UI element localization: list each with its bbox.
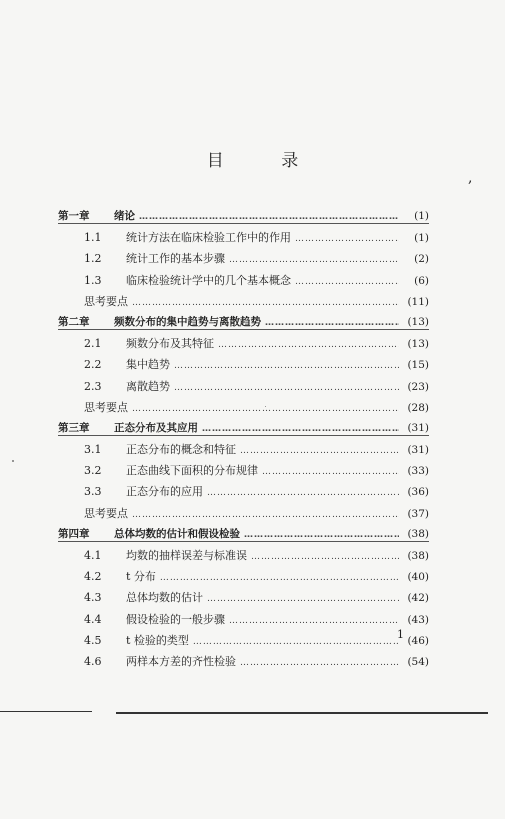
toc-entry-title: t 检验的类型 — [126, 633, 189, 647]
dot-leader — [132, 505, 399, 526]
toc-entry-page: (40) — [407, 571, 429, 584]
dot-leader — [207, 483, 399, 504]
toc-section-row — [58, 270, 429, 291]
dot-leader — [244, 525, 399, 546]
dot-leader — [139, 207, 399, 228]
toc-section-row — [58, 609, 429, 630]
toc-entry-title: 绪论 — [114, 210, 135, 222]
toc-entry-title: 思考要点 — [84, 400, 128, 414]
toc-entry-number: 4.4 — [84, 612, 102, 626]
toc-entry-title: 假设检验的一般步骤 — [126, 612, 225, 626]
toc-entry-page: (36) — [407, 486, 429, 499]
toc-entry-number: 2.3 — [84, 379, 102, 393]
toc-entry-number: 第三章 — [58, 421, 90, 434]
toc-entry-page: (15) — [407, 359, 429, 372]
toc-entry-page: (1) — [414, 210, 429, 222]
toc-entry-title: 频数分布及其特征 — [126, 337, 214, 351]
toc-entry-page: (31) — [407, 444, 429, 457]
dot-leader — [295, 229, 399, 250]
dot-leader — [229, 611, 399, 632]
toc-section-row — [58, 376, 429, 397]
toc-entry-title: 均数的抽样误差与标准误 — [126, 549, 247, 562]
toc-section-row — [58, 630, 429, 651]
toc-entry-page: (13) — [407, 338, 429, 351]
toc-entry-page: (43) — [407, 613, 429, 626]
toc-entry-page: (38) — [407, 550, 429, 562]
toc-entry-page: (2) — [414, 253, 429, 266]
toc-entry-number: 第一章 — [58, 210, 90, 222]
dot-leader — [218, 335, 399, 356]
page-number: 1 — [397, 628, 404, 641]
toc-section-row — [58, 566, 429, 587]
dot-leader — [193, 632, 399, 653]
toc-entry-number: 3.3 — [84, 485, 102, 499]
toc-section-row — [58, 248, 429, 269]
scan-speck — [12, 460, 14, 462]
chapter-rule — [58, 223, 429, 224]
page-title: 目 录 — [206, 151, 325, 171]
scan-line-left — [0, 711, 92, 712]
toc-entry-number: 3.2 — [84, 464, 102, 478]
toc-entry-number: 4.1 — [84, 549, 102, 562]
toc-section-row — [58, 439, 429, 460]
toc-entry-title: 频数分布的集中趋势与离散趋势 — [114, 315, 261, 328]
toc-entry-title: 正态分布的应用 — [126, 485, 203, 499]
toc-entry-number: 第四章 — [58, 527, 90, 540]
chapter-rule — [58, 541, 429, 542]
toc-entry-title: 集中趋势 — [126, 358, 170, 372]
toc-review-row — [58, 397, 429, 418]
toc-entry-number: 4.2 — [84, 570, 102, 584]
dot-leader — [132, 399, 399, 420]
toc-entry-title: 正态曲线下面积的分布规律 — [126, 464, 258, 478]
toc-entry-page: (1) — [414, 232, 429, 245]
toc-entry-page: (33) — [407, 465, 429, 478]
toc-entry-number: 1.1 — [84, 231, 102, 245]
toc-entry-number: 1.2 — [84, 252, 102, 266]
toc-section-row — [58, 587, 429, 608]
dot-leader — [132, 293, 399, 314]
toc-section-row — [58, 227, 429, 248]
toc-section-row — [58, 651, 429, 672]
toc-entry-title: 总体均数的估计和假设检验 — [114, 527, 240, 540]
toc-entry-page: (23) — [407, 380, 429, 393]
toc-entry-page: (54) — [407, 655, 429, 668]
toc-entry-page: (11) — [407, 295, 429, 308]
dot-leader — [202, 419, 399, 440]
chapter-rule — [58, 435, 429, 436]
toc-entry-title: 正态分布及其应用 — [114, 421, 198, 434]
toc-section-row — [58, 354, 429, 375]
toc-entry-title: 正态分布的概念和特征 — [126, 443, 236, 457]
toc-entry-title: 思考要点 — [84, 294, 128, 308]
toc-entry-page: (13) — [407, 315, 429, 328]
toc-entry-title: 总体均数的估计 — [126, 591, 203, 605]
dot-leader — [295, 272, 399, 293]
toc-entry-number: 3.1 — [84, 443, 102, 457]
dot-leader — [251, 547, 399, 568]
dot-leader — [174, 378, 399, 399]
toc-entry-number: 1.3 — [84, 273, 102, 287]
scan-mark: , — [468, 170, 473, 186]
dot-leader — [262, 462, 399, 483]
chapter-rule — [58, 329, 429, 330]
toc-entry-title: 统计方法在临床检验工作中的作用 — [126, 231, 291, 245]
toc-section-row — [58, 545, 429, 566]
dot-leader — [240, 653, 399, 674]
toc-entry-title: 统计工作的基本步骤 — [126, 252, 225, 266]
toc-entry-title: 两样本方差的齐性检验 — [126, 654, 236, 668]
dot-leader — [265, 313, 399, 334]
toc-entry-page: (28) — [407, 401, 429, 414]
toc-entry-number: 第二章 — [58, 315, 90, 328]
toc-entry-page: (31) — [407, 421, 429, 434]
toc-entry-title: 离散趋势 — [126, 379, 170, 393]
dot-leader — [207, 589, 399, 610]
dot-leader — [160, 568, 399, 589]
toc-review-row — [58, 503, 429, 524]
scan-line-right — [116, 712, 488, 714]
toc-entry-number: 2.2 — [84, 358, 102, 372]
dot-leader — [240, 441, 399, 462]
toc-entry-page: (46) — [407, 634, 429, 647]
toc-entry-page: (37) — [407, 507, 429, 520]
toc-section-row — [58, 481, 429, 502]
toc-entry-page: (42) — [407, 592, 429, 605]
toc-entry-number: 4.5 — [84, 633, 102, 647]
toc-entry-title: 临床检验统计学中的几个基本概念 — [126, 273, 291, 287]
toc-entry-number: 4.6 — [84, 654, 102, 668]
toc-review-row — [58, 291, 429, 312]
toc-entry-title: t 分布 — [126, 570, 156, 584]
toc-section-row — [58, 333, 429, 354]
toc-entry-number: 4.3 — [84, 591, 102, 605]
toc-entry-page: (38) — [407, 527, 429, 540]
toc-entry-title: 思考要点 — [84, 506, 128, 520]
table-of-contents — [58, 206, 429, 672]
toc-entry-number: 2.1 — [84, 337, 102, 351]
dot-leader — [229, 250, 399, 271]
dot-leader — [174, 356, 399, 377]
toc-entry-page: (6) — [414, 274, 429, 287]
scan-speck — [265, 406, 266, 407]
toc-section-row — [58, 460, 429, 481]
